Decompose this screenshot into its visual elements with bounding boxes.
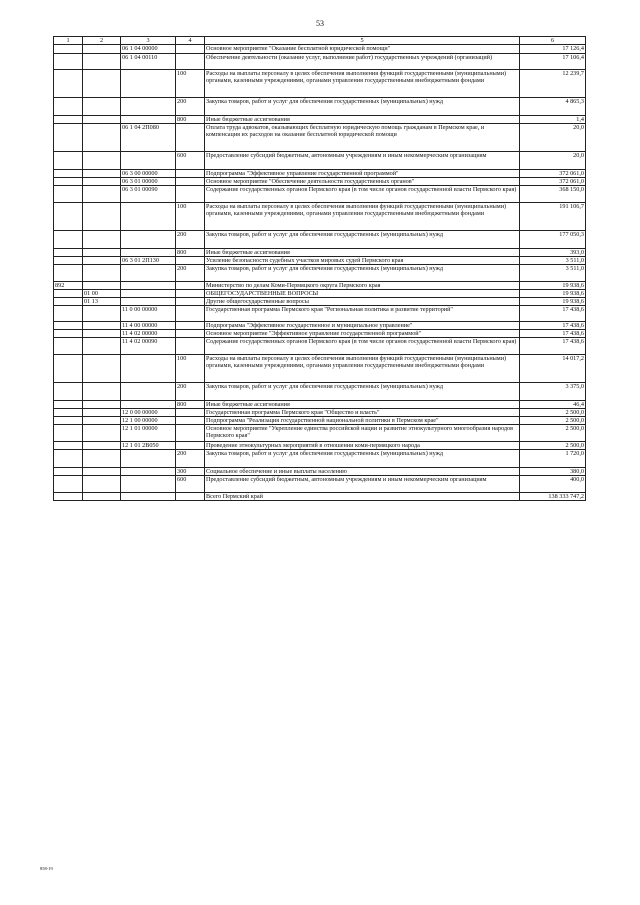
section-code-cell bbox=[83, 355, 121, 383]
section-code-cell bbox=[83, 442, 121, 450]
table-row bbox=[54, 186, 586, 203]
target-article-cell: 06 1 04 00110 bbox=[121, 54, 176, 70]
description-cell: Предоставление субсидий бюджетным, автономным учреждениям и иным некоммерческим организациям bbox=[205, 152, 520, 170]
section-code-cell bbox=[83, 493, 121, 501]
amount-cell: 191 106,7 bbox=[520, 203, 586, 231]
ministry-code-cell bbox=[54, 257, 83, 265]
expense-type-cell: 200 bbox=[176, 231, 205, 249]
ministry-code-cell bbox=[54, 54, 83, 70]
amount-cell: 380,0 bbox=[520, 468, 586, 476]
description-cell: Расходы на выплаты персоналу в целях обеспечения выполнения функций государственными (муниципальными) органами, казенными учреждениями, органами управления государственными внебюджетными фондами bbox=[205, 203, 520, 231]
table-row bbox=[54, 355, 586, 383]
description-cell: Основное мероприятие "Укрепление единства российской нации и развитие этнокультурного многообразия народов Пермского края" bbox=[205, 425, 520, 442]
amount-cell: 19 938,6 bbox=[520, 282, 586, 290]
target-article-cell bbox=[121, 203, 176, 231]
ministry-code-cell: 892 bbox=[54, 282, 83, 290]
table-row bbox=[54, 306, 586, 322]
table-row bbox=[54, 417, 586, 425]
target-article-cell: 06 3 01 2П130 bbox=[121, 257, 176, 265]
expense-type-cell: 200 bbox=[176, 450, 205, 468]
target-article-cell bbox=[121, 476, 176, 493]
ministry-code-cell bbox=[54, 401, 83, 409]
amount-cell: 17 438,6 bbox=[520, 330, 586, 338]
amount-cell: 1,4 bbox=[520, 116, 586, 124]
description-cell: Содержание государственных органов Пермского края (в том числе органов государственной власти Пермского края) bbox=[205, 338, 520, 355]
section-code-cell bbox=[83, 203, 121, 231]
target-article-cell bbox=[121, 98, 176, 116]
description-cell: Расходы на выплаты персоналу в целях обеспечения выполнения функций государственными (муниципальными) органами, казенными учреждениями, органами управления государственными внебюджетными фондами bbox=[205, 355, 520, 383]
description-cell: Подпрограмма "Эффективное государственное и муниципальное управление" bbox=[205, 322, 520, 330]
section-code-cell: 01 00 bbox=[83, 290, 121, 298]
target-article-cell bbox=[121, 249, 176, 257]
amount-cell: 372 061,0 bbox=[520, 178, 586, 186]
section-code-cell bbox=[83, 249, 121, 257]
ministry-code-cell bbox=[54, 383, 83, 401]
expense-type-cell: 800 bbox=[176, 249, 205, 257]
ministry-code-cell bbox=[54, 116, 83, 124]
target-article-cell: 12 0 00 00000 bbox=[121, 409, 176, 417]
budget-table bbox=[53, 36, 586, 501]
section-code-cell bbox=[83, 116, 121, 124]
expense-type-cell bbox=[176, 417, 205, 425]
table-row bbox=[54, 409, 586, 417]
expense-type-cell bbox=[176, 178, 205, 186]
table-row bbox=[54, 383, 586, 401]
expense-type-cell bbox=[176, 186, 205, 203]
amount-cell: 4 865,3 bbox=[520, 98, 586, 116]
description-cell: Закупка товаров, работ и услуг для обеспечения государственных (муниципальных) нужд bbox=[205, 98, 520, 116]
description-cell: Государственная программа Пермского края "Общество и власть" bbox=[205, 409, 520, 417]
section-code-cell bbox=[83, 476, 121, 493]
expense-type-cell: 200 bbox=[176, 98, 205, 116]
table-row bbox=[54, 231, 586, 249]
header-col-2: 2 bbox=[83, 37, 121, 45]
section-code-cell bbox=[83, 45, 121, 54]
table-row bbox=[54, 322, 586, 330]
amount-cell: 3 511,0 bbox=[520, 265, 586, 282]
section-code-cell bbox=[83, 178, 121, 186]
ministry-code-cell bbox=[54, 468, 83, 476]
header-row bbox=[54, 37, 586, 45]
section-code-cell bbox=[83, 54, 121, 70]
amount-cell: 3 511,0 bbox=[520, 257, 586, 265]
expense-type-cell: 300 bbox=[176, 468, 205, 476]
description-cell: Обеспечение деятельности (оказание услуг, выполнение работ) государственных учреждений (организаций) bbox=[205, 54, 520, 70]
table-row bbox=[54, 203, 586, 231]
target-article-cell: 12 1 01 2В050 bbox=[121, 442, 176, 450]
amount-cell: 393,0 bbox=[520, 249, 586, 257]
section-code-cell bbox=[83, 409, 121, 417]
section-code-cell bbox=[83, 98, 121, 116]
table-row bbox=[54, 338, 586, 355]
expense-type-cell: 600 bbox=[176, 476, 205, 493]
table-row bbox=[54, 124, 586, 152]
header-col-1: 1 bbox=[54, 37, 83, 45]
ministry-code-cell bbox=[54, 186, 83, 203]
page-number: 53 bbox=[316, 19, 324, 28]
description-cell: Иные бюджетные ассигнования bbox=[205, 401, 520, 409]
section-code-cell bbox=[83, 70, 121, 98]
description-cell: Содержание государственных органов Пермского края (в том числе органов государственной власти Пермского края) bbox=[205, 186, 520, 203]
target-article-cell bbox=[121, 116, 176, 124]
header-col-5: 5 bbox=[205, 37, 520, 45]
amount-cell: 14 017,2 bbox=[520, 355, 586, 383]
table-row bbox=[54, 442, 586, 450]
section-code-cell: 01 13 bbox=[83, 298, 121, 306]
ministry-code-cell bbox=[54, 442, 83, 450]
section-code-cell bbox=[83, 468, 121, 476]
target-article-cell bbox=[121, 493, 176, 501]
expense-type-cell bbox=[176, 54, 205, 70]
description-cell: Основное мероприятие "Обеспечение деятельности государственных органов" bbox=[205, 178, 520, 186]
expense-type-cell: 100 bbox=[176, 355, 205, 383]
section-code-cell bbox=[83, 124, 121, 152]
target-article-cell: 06 3 00 00000 bbox=[121, 170, 176, 178]
expense-type-cell: 100 bbox=[176, 70, 205, 98]
section-code-cell bbox=[83, 170, 121, 178]
ministry-code-cell bbox=[54, 322, 83, 330]
target-article-cell bbox=[121, 355, 176, 383]
table-row bbox=[54, 178, 586, 186]
expense-type-cell bbox=[176, 425, 205, 442]
table-row bbox=[54, 45, 586, 54]
table-row bbox=[54, 330, 586, 338]
table-row bbox=[54, 493, 586, 501]
amount-cell: 20,0 bbox=[520, 124, 586, 152]
section-code-cell bbox=[83, 322, 121, 330]
section-code-cell bbox=[83, 425, 121, 442]
description-cell: Министерство по делам Коми-Пермяцкого округа Пермского края bbox=[205, 282, 520, 290]
section-code-cell bbox=[83, 450, 121, 468]
ministry-code-cell bbox=[54, 249, 83, 257]
target-article-cell bbox=[121, 383, 176, 401]
ministry-code-cell bbox=[54, 265, 83, 282]
description-cell: Основное мероприятие "Оказание бесплатной юридической помощи" bbox=[205, 45, 520, 54]
expense-type-cell bbox=[176, 338, 205, 355]
description-cell: Всего Пермский край bbox=[205, 493, 520, 501]
description-cell: Проведение этнокультурных мероприятий в отношении коми-пермяцкого народа bbox=[205, 442, 520, 450]
amount-cell: 177 050,3 bbox=[520, 231, 586, 249]
amount-cell: 12 239,7 bbox=[520, 70, 586, 98]
expense-type-cell bbox=[176, 409, 205, 417]
description-cell: Государственная программа Пермского края "Региональная политика и развитие территорий" bbox=[205, 306, 520, 322]
header-col-4: 4 bbox=[176, 37, 205, 45]
amount-cell: 46,4 bbox=[520, 401, 586, 409]
expense-type-cell: 800 bbox=[176, 401, 205, 409]
target-article-cell: 11 4 02 00000 bbox=[121, 330, 176, 338]
amount-cell: 17 438,6 bbox=[520, 306, 586, 322]
amount-cell: 400,0 bbox=[520, 476, 586, 493]
ministry-code-cell bbox=[54, 178, 83, 186]
target-article-cell bbox=[121, 290, 176, 298]
ministry-code-cell bbox=[54, 355, 83, 383]
target-article-cell bbox=[121, 450, 176, 468]
table-row bbox=[54, 54, 586, 70]
amount-cell: 1 720,0 bbox=[520, 450, 586, 468]
ministry-code-cell bbox=[54, 290, 83, 298]
amount-cell: 17 438,6 bbox=[520, 322, 586, 330]
description-cell: Иные бюджетные ассигнования bbox=[205, 249, 520, 257]
section-code-cell bbox=[83, 257, 121, 265]
description-cell: Другие общегосударственные вопросы bbox=[205, 298, 520, 306]
amount-cell: 19 938,6 bbox=[520, 290, 586, 298]
target-article-cell: 06 3 01 00000 bbox=[121, 178, 176, 186]
expense-type-cell: 800 bbox=[176, 116, 205, 124]
target-article-cell: 11 4 02 00090 bbox=[121, 338, 176, 355]
table-row bbox=[54, 170, 586, 178]
amount-cell: 368 150,0 bbox=[520, 186, 586, 203]
amount-cell: 17 438,6 bbox=[520, 338, 586, 355]
description-cell: Усиление безопасности судебных участков мировых судей Пермского края bbox=[205, 257, 520, 265]
table-row bbox=[54, 468, 586, 476]
section-code-cell bbox=[83, 152, 121, 170]
ministry-code-cell bbox=[54, 330, 83, 338]
expense-type-cell bbox=[176, 45, 205, 54]
section-code-cell bbox=[83, 401, 121, 409]
expense-type-cell bbox=[176, 257, 205, 265]
target-article-cell bbox=[121, 468, 176, 476]
target-article-cell: 06 3 01 00090 bbox=[121, 186, 176, 203]
table-row bbox=[54, 257, 586, 265]
target-article-cell bbox=[121, 401, 176, 409]
expense-type-cell bbox=[176, 330, 205, 338]
ministry-code-cell bbox=[54, 417, 83, 425]
expense-type-cell bbox=[176, 322, 205, 330]
amount-cell: 138 333 747,2 bbox=[520, 493, 586, 501]
ministry-code-cell bbox=[54, 338, 83, 355]
table-row bbox=[54, 98, 586, 116]
amount-cell: 2 500,0 bbox=[520, 409, 586, 417]
expense-type-cell bbox=[176, 442, 205, 450]
expense-type-cell bbox=[176, 298, 205, 306]
ministry-code-cell bbox=[54, 203, 83, 231]
section-code-cell bbox=[83, 306, 121, 322]
amount-cell: 3 375,0 bbox=[520, 383, 586, 401]
description-cell: Подпрограмма "Эффективное управление государственной программой" bbox=[205, 170, 520, 178]
table-row bbox=[54, 116, 586, 124]
table-row bbox=[54, 265, 586, 282]
table-row bbox=[54, 249, 586, 257]
description-cell: Закупка товаров, работ и услуг для обеспечения государственных (муниципальных) нужд bbox=[205, 231, 520, 249]
target-article-cell bbox=[121, 231, 176, 249]
amount-cell: 2 500,0 bbox=[520, 417, 586, 425]
target-article-cell: 06 1 04 00000 bbox=[121, 45, 176, 54]
amount-cell: 372 061,0 bbox=[520, 170, 586, 178]
target-article-cell: 12 1 01 00000 bbox=[121, 425, 176, 442]
table-row bbox=[54, 425, 586, 442]
ministry-code-cell bbox=[54, 476, 83, 493]
ministry-code-cell bbox=[54, 450, 83, 468]
expense-type-cell: 100 bbox=[176, 203, 205, 231]
ministry-code-cell bbox=[54, 306, 83, 322]
header-col-6: 6 bbox=[520, 37, 586, 45]
table-row bbox=[54, 298, 586, 306]
expense-type-cell bbox=[176, 170, 205, 178]
ministry-code-cell bbox=[54, 124, 83, 152]
ministry-code-cell bbox=[54, 70, 83, 98]
footer-code: 858-19 bbox=[40, 866, 53, 871]
expense-type-cell bbox=[176, 306, 205, 322]
ministry-code-cell bbox=[54, 152, 83, 170]
target-article-cell bbox=[121, 152, 176, 170]
description-cell: Предоставление субсидий бюджетным, автономным учреждениям и иным некоммерческим организациям bbox=[205, 476, 520, 493]
table-row bbox=[54, 450, 586, 468]
ministry-code-cell bbox=[54, 45, 83, 54]
amount-cell: 2 500,0 bbox=[520, 442, 586, 450]
ministry-code-cell bbox=[54, 493, 83, 501]
expense-type-cell: 200 bbox=[176, 383, 205, 401]
expense-type-cell bbox=[176, 493, 205, 501]
target-article-cell bbox=[121, 282, 176, 290]
ministry-code-cell bbox=[54, 170, 83, 178]
target-article-cell: 11 4 00 00000 bbox=[121, 322, 176, 330]
section-code-cell bbox=[83, 186, 121, 203]
ministry-code-cell bbox=[54, 98, 83, 116]
description-cell: Закупка товаров, работ и услуг для обеспечения государственных (муниципальных) нужд bbox=[205, 450, 520, 468]
expense-type-cell: 200 bbox=[176, 265, 205, 282]
description-cell: Закупка товаров, работ и услуг для обеспечения государственных (муниципальных) нужд bbox=[205, 383, 520, 401]
target-article-cell: 11 0 00 00000 bbox=[121, 306, 176, 322]
description-cell: Основное мероприятие "Эффективное управление государственной программой" bbox=[205, 330, 520, 338]
description-cell: Иные бюджетные ассигнования bbox=[205, 116, 520, 124]
table-row bbox=[54, 70, 586, 98]
section-code-cell bbox=[83, 330, 121, 338]
target-article-cell bbox=[121, 70, 176, 98]
expense-type-cell bbox=[176, 124, 205, 152]
description-cell: ОБЩЕГОСУДАРСТВЕННЫЕ ВОПРОСЫ bbox=[205, 290, 520, 298]
description-cell: Подпрограмма "Реализация государственной национальной политики в Пермском крае" bbox=[205, 417, 520, 425]
amount-cell: 17 126,4 bbox=[520, 45, 586, 54]
ministry-code-cell bbox=[54, 409, 83, 417]
expense-type-cell bbox=[176, 282, 205, 290]
table-row bbox=[54, 282, 586, 290]
section-code-cell bbox=[83, 338, 121, 355]
description-cell: Социальное обеспечение и иные выплаты населению bbox=[205, 468, 520, 476]
amount-cell: 19 938,6 bbox=[520, 298, 586, 306]
table-row bbox=[54, 401, 586, 409]
amount-cell: 17 106,4 bbox=[520, 54, 586, 70]
target-article-cell: 12 1 00 00000 bbox=[121, 417, 176, 425]
section-code-cell bbox=[83, 417, 121, 425]
ministry-code-cell bbox=[54, 425, 83, 442]
description-cell: Закупка товаров, работ и услуг для обеспечения государственных (муниципальных) нужд bbox=[205, 265, 520, 282]
ministry-code-cell bbox=[54, 298, 83, 306]
description-cell: Оплата труда адвокатов, оказывающих бесплатную юридическую помощь гражданам в Пермском крае, и компенсация их расходов на оказание бесплатной юридической помощи bbox=[205, 124, 520, 152]
table-row bbox=[54, 476, 586, 493]
table-row bbox=[54, 152, 586, 170]
expense-type-cell bbox=[176, 290, 205, 298]
target-article-cell bbox=[121, 265, 176, 282]
section-code-cell bbox=[83, 383, 121, 401]
section-code-cell bbox=[83, 282, 121, 290]
description-cell: Расходы на выплаты персоналу в целях обеспечения выполнения функций государственными (муниципальными) органами, казенными учреждениями, органами управления государственными внебюджетными фондами bbox=[205, 70, 520, 98]
target-article-cell: 06 1 04 2П080 bbox=[121, 124, 176, 152]
target-article-cell bbox=[121, 298, 176, 306]
section-code-cell bbox=[83, 231, 121, 249]
header-col-3: 3 bbox=[121, 37, 176, 45]
amount-cell: 20,0 bbox=[520, 152, 586, 170]
table-row bbox=[54, 290, 586, 298]
amount-cell: 2 500,0 bbox=[520, 425, 586, 442]
expense-type-cell: 600 bbox=[176, 152, 205, 170]
ministry-code-cell bbox=[54, 231, 83, 249]
section-code-cell bbox=[83, 265, 121, 282]
